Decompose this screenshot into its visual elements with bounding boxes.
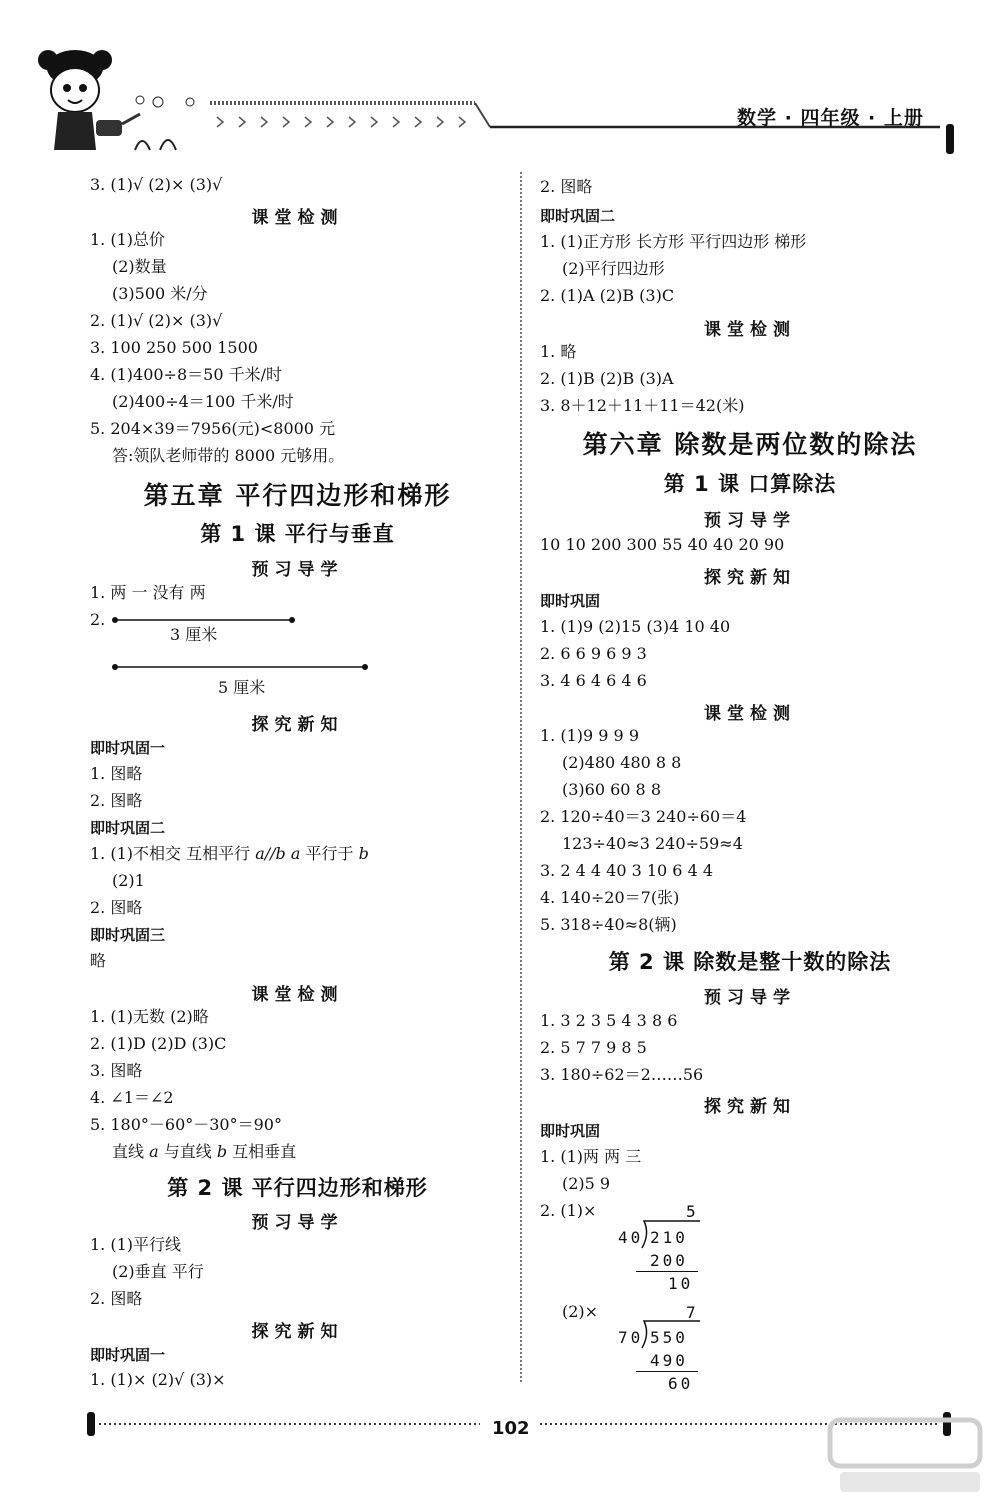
math-var: b [216,1142,228,1161]
segment-label: 5 厘米 [218,678,266,697]
subsection-heading: 即时巩固 [540,1122,601,1140]
answer-line: 1. 略 [540,342,577,361]
math-var: a [149,1142,159,1161]
answer-line: 1. 两 一 没有 两 [90,583,206,602]
segment-label: 3 厘米 [170,625,218,644]
subsection-heading: 即时巩固一 [90,1346,166,1364]
answer-line: (2)1 [112,871,145,890]
chapter-title: 第六章 除数是两位数的除法 [582,430,918,459]
answer-line: 4. ∠1＝∠2 [90,1088,174,1107]
answer-line: (2)数量 [112,257,167,276]
answer-line: 2. 图略 [90,1289,143,1308]
answer-line: (2)× [562,1302,599,1321]
answer-line: 5. 204×39＝7956(元)<8000 元 [90,419,336,438]
answer-line: 3. 4 6 4 6 4 6 [540,671,647,690]
answer-line: 1. (1)9 (2)15 (3)4 10 40 [540,617,731,636]
answer-line: 2. (1)D (2)D (3)C [90,1034,227,1053]
subsection-heading: 即时巩固一 [90,739,166,757]
answer-line: 123÷40≈3 240÷59≈4 [562,834,743,853]
answer-line: 2. 图略 [540,177,593,196]
answer-line: (2)垂直 平行 [112,1262,204,1281]
answer-line: 2. 5 7 7 9 8 5 [540,1038,647,1057]
answer-line: (3)500 米/分 [112,284,208,303]
answer-line: 1. (1)× (2)√ (3)× [90,1370,226,1389]
subsection-heading: 即时巩固二 [540,207,616,225]
division-quotient: 5 [686,1202,699,1221]
answer-line: 10 10 200 300 55 40 40 20 90 [540,535,785,554]
answer-line: 1. (1)正方形 长方形 平行四边形 梯形 [540,232,807,251]
answer-line [90,1142,296,1162]
division-remainder: 60 [668,1374,694,1393]
answer-line: 1. (1)无数 (2)略 [90,1007,209,1026]
lesson-title: 第 2 课 平行四边形和梯形 [167,1176,428,1200]
answer-line: 1. 3 2 3 5 4 3 8 6 [540,1011,678,1030]
answer-line: 2. 120÷40＝3 240÷60＝4 [540,807,747,826]
subsection-heading: 即时巩固 [540,592,601,610]
header-tab-marker [940,120,960,160]
answer-line: (2)5 9 [562,1174,611,1193]
lesson-title: 第 1 课 平行与垂直 [200,522,395,546]
watermark-logo-icon [820,1410,990,1500]
division-product: 200 [650,1251,688,1270]
division-rule [636,1271,698,1272]
answer-line: 答:领队老师带的 8000 元够用。 [112,446,345,465]
answer-line: (2)480 480 8 8 [562,753,682,772]
answer-text: 与直线 [158,1142,217,1161]
answer-line: (3)60 60 8 8 [562,780,661,799]
answer-line: 3. 100 250 500 1500 [90,338,258,357]
answer-line: 5. 180°－60°－30°＝90° [90,1115,282,1134]
answer-line: 2. [90,610,106,629]
lesson-title: 第 2 课 除数是整十数的除法 [608,950,892,974]
answer-line: 3. 8＋12＋11＋11＝42(米) [540,396,745,415]
header-title: 数学 · 四年级 · 上册 [737,107,924,129]
answer-text: 直线 [112,1142,150,1161]
lesson-title: 第 1 课 口算除法 [663,472,837,496]
answer-line: (2)平行四边形 [562,259,665,278]
subsection-heading: 即时巩固二 [90,819,166,837]
answer-line: 2. 图略 [90,898,143,917]
page-header [0,0,1000,170]
chapter-title: 第五章 平行四边形和梯形 [143,481,452,510]
section-heading: 预习导学 [251,560,344,580]
answer-line: 1. (1)平行线 [90,1235,182,1254]
division-dividend: 210 [650,1228,688,1247]
answer-line: 2. 图略 [90,791,143,810]
answer-line: 2. (1)√ (2)× (3)√ [90,311,223,330]
math-var: b [358,844,369,863]
answer-line: 略 [90,951,107,970]
answer-text: 平行于 [300,844,359,863]
division-remainder: 10 [668,1274,694,1293]
column-divider [520,172,522,1382]
answer-line: 3. (1)√ (2)× (3)√ [90,175,223,194]
answer-line: 1. 图略 [90,764,143,783]
section-heading: 课堂检测 [251,208,344,228]
answer-line [90,844,369,864]
math-var: a [290,844,301,863]
page-number: 102 [492,1418,530,1439]
cartoon-girl-watering-flowers-icon [30,40,210,160]
section-heading: 预习导学 [704,511,796,531]
section-heading: 探究新知 [704,568,796,588]
division-rule [636,1371,698,1372]
division-dividend: 550 [650,1328,688,1347]
answer-line: 5. 318÷40≈8(辆) [540,915,677,934]
answer-line: 4. 140÷20＝7(张) [540,888,680,907]
subsection-heading: 即时巩固三 [90,926,166,944]
math-var: a//b [255,844,286,863]
division-divisor: 70 [618,1328,644,1347]
answer-line: 4. (1)400÷8＝50 千米/时 [90,365,282,384]
section-heading: 探究新知 [251,715,344,735]
section-heading: 课堂检测 [704,320,796,340]
division-product: 490 [650,1351,688,1370]
answer-text: 互相垂直 [227,1142,297,1161]
answer-line: 2. (1)× [540,1201,597,1220]
answer-line: 3. 2 4 4 40 3 10 6 4 4 [540,861,714,880]
line-segment-figures [110,610,380,680]
answer-line: (2)400÷4＝100 千米/时 [112,392,294,411]
answer-line: 2. (1)B (2)B (3)A [540,369,674,388]
section-heading: 预习导学 [251,1213,344,1233]
section-heading: 课堂检测 [704,704,796,724]
answer-text: 1. (1)不相交 互相平行 [90,844,256,863]
answer-line: 1. (1)两 两 三 [540,1147,642,1166]
answer-line: 1. (1)9 9 9 9 [540,726,639,745]
section-heading: 探究新知 [704,1097,796,1117]
answer-line: 3. 图略 [90,1061,143,1080]
division-divisor: 40 [618,1228,644,1247]
section-heading: 课堂检测 [251,985,344,1005]
answer-line: 2. (1)A (2)B (3)C [540,286,675,305]
answer-line: 2. 6 6 9 6 9 3 [540,644,647,663]
answer-line: 1. (1)总价 [90,230,166,249]
section-heading: 探究新知 [251,1322,344,1342]
division-quotient: 7 [686,1303,699,1322]
answer-line: 3. 180÷62＝2……56 [540,1065,704,1084]
section-heading: 预习导学 [704,988,796,1008]
